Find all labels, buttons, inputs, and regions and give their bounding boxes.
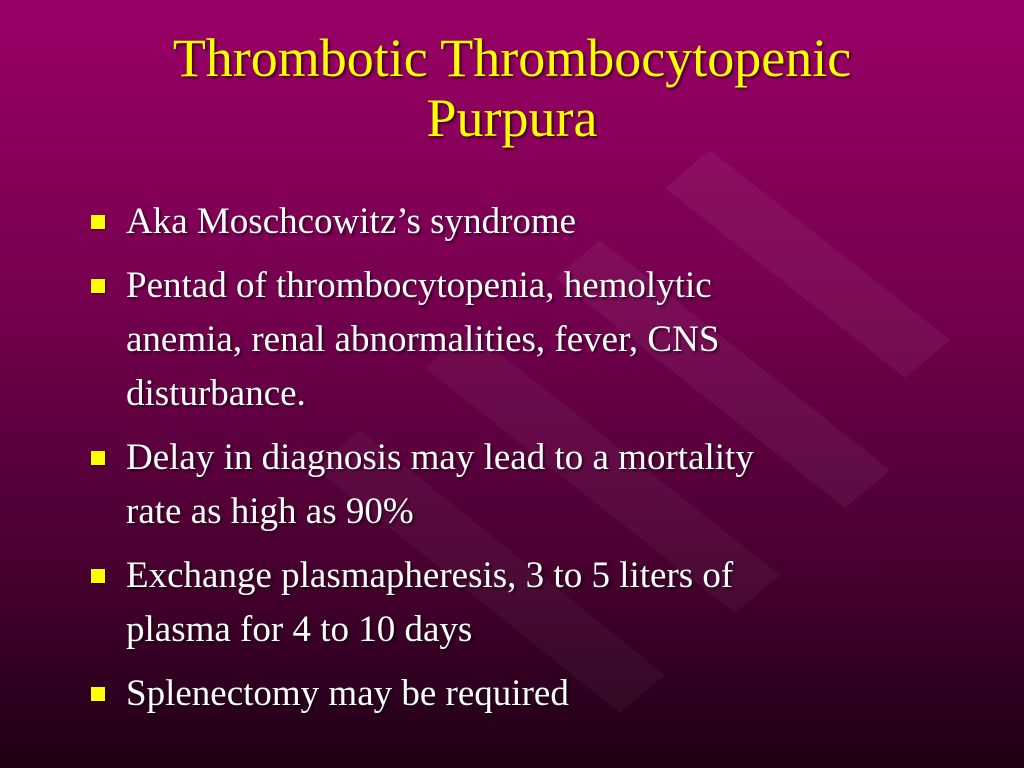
square-bullet-icon — [91, 451, 105, 465]
slide-title-line-1: Thrombotic Thrombocytopenic — [172, 28, 852, 88]
bullet-text-line: anemia, renal abnormalities, fever, CNS — [126, 319, 720, 360]
bullet-text-line: Exchange plasmapheresis, 3 to 5 liters of — [126, 555, 734, 596]
bullet-text-line: plasma for 4 to 10 days — [126, 609, 473, 650]
slide-title — [0, 28, 1024, 148]
slide-title-line-2: Purpura — [426, 88, 598, 148]
square-bullet-icon — [91, 215, 105, 229]
bullet-item — [88, 431, 988, 539]
bullet-text-line: Delay in diagnosis may lead to a mortality — [126, 437, 754, 478]
bullet-text-line: Aka Moschcowitz’s syndrome — [126, 201, 577, 242]
bullet-text-line: Pentad of thrombocytopenia, hemolytic — [126, 265, 712, 306]
bullet-item — [88, 259, 988, 421]
square-bullet-icon — [91, 687, 105, 701]
bullet-item — [88, 195, 988, 249]
bullet-item — [88, 667, 988, 721]
bullet-text-line: Splenectomy may be required — [126, 673, 569, 714]
bullet-text-line: rate as high as 90% — [126, 491, 414, 532]
bullet-item — [88, 549, 988, 657]
square-bullet-icon — [91, 569, 105, 583]
bullet-text-line: disturbance. — [126, 373, 306, 414]
square-bullet-icon — [91, 279, 105, 293]
bullet-list — [88, 195, 988, 731]
